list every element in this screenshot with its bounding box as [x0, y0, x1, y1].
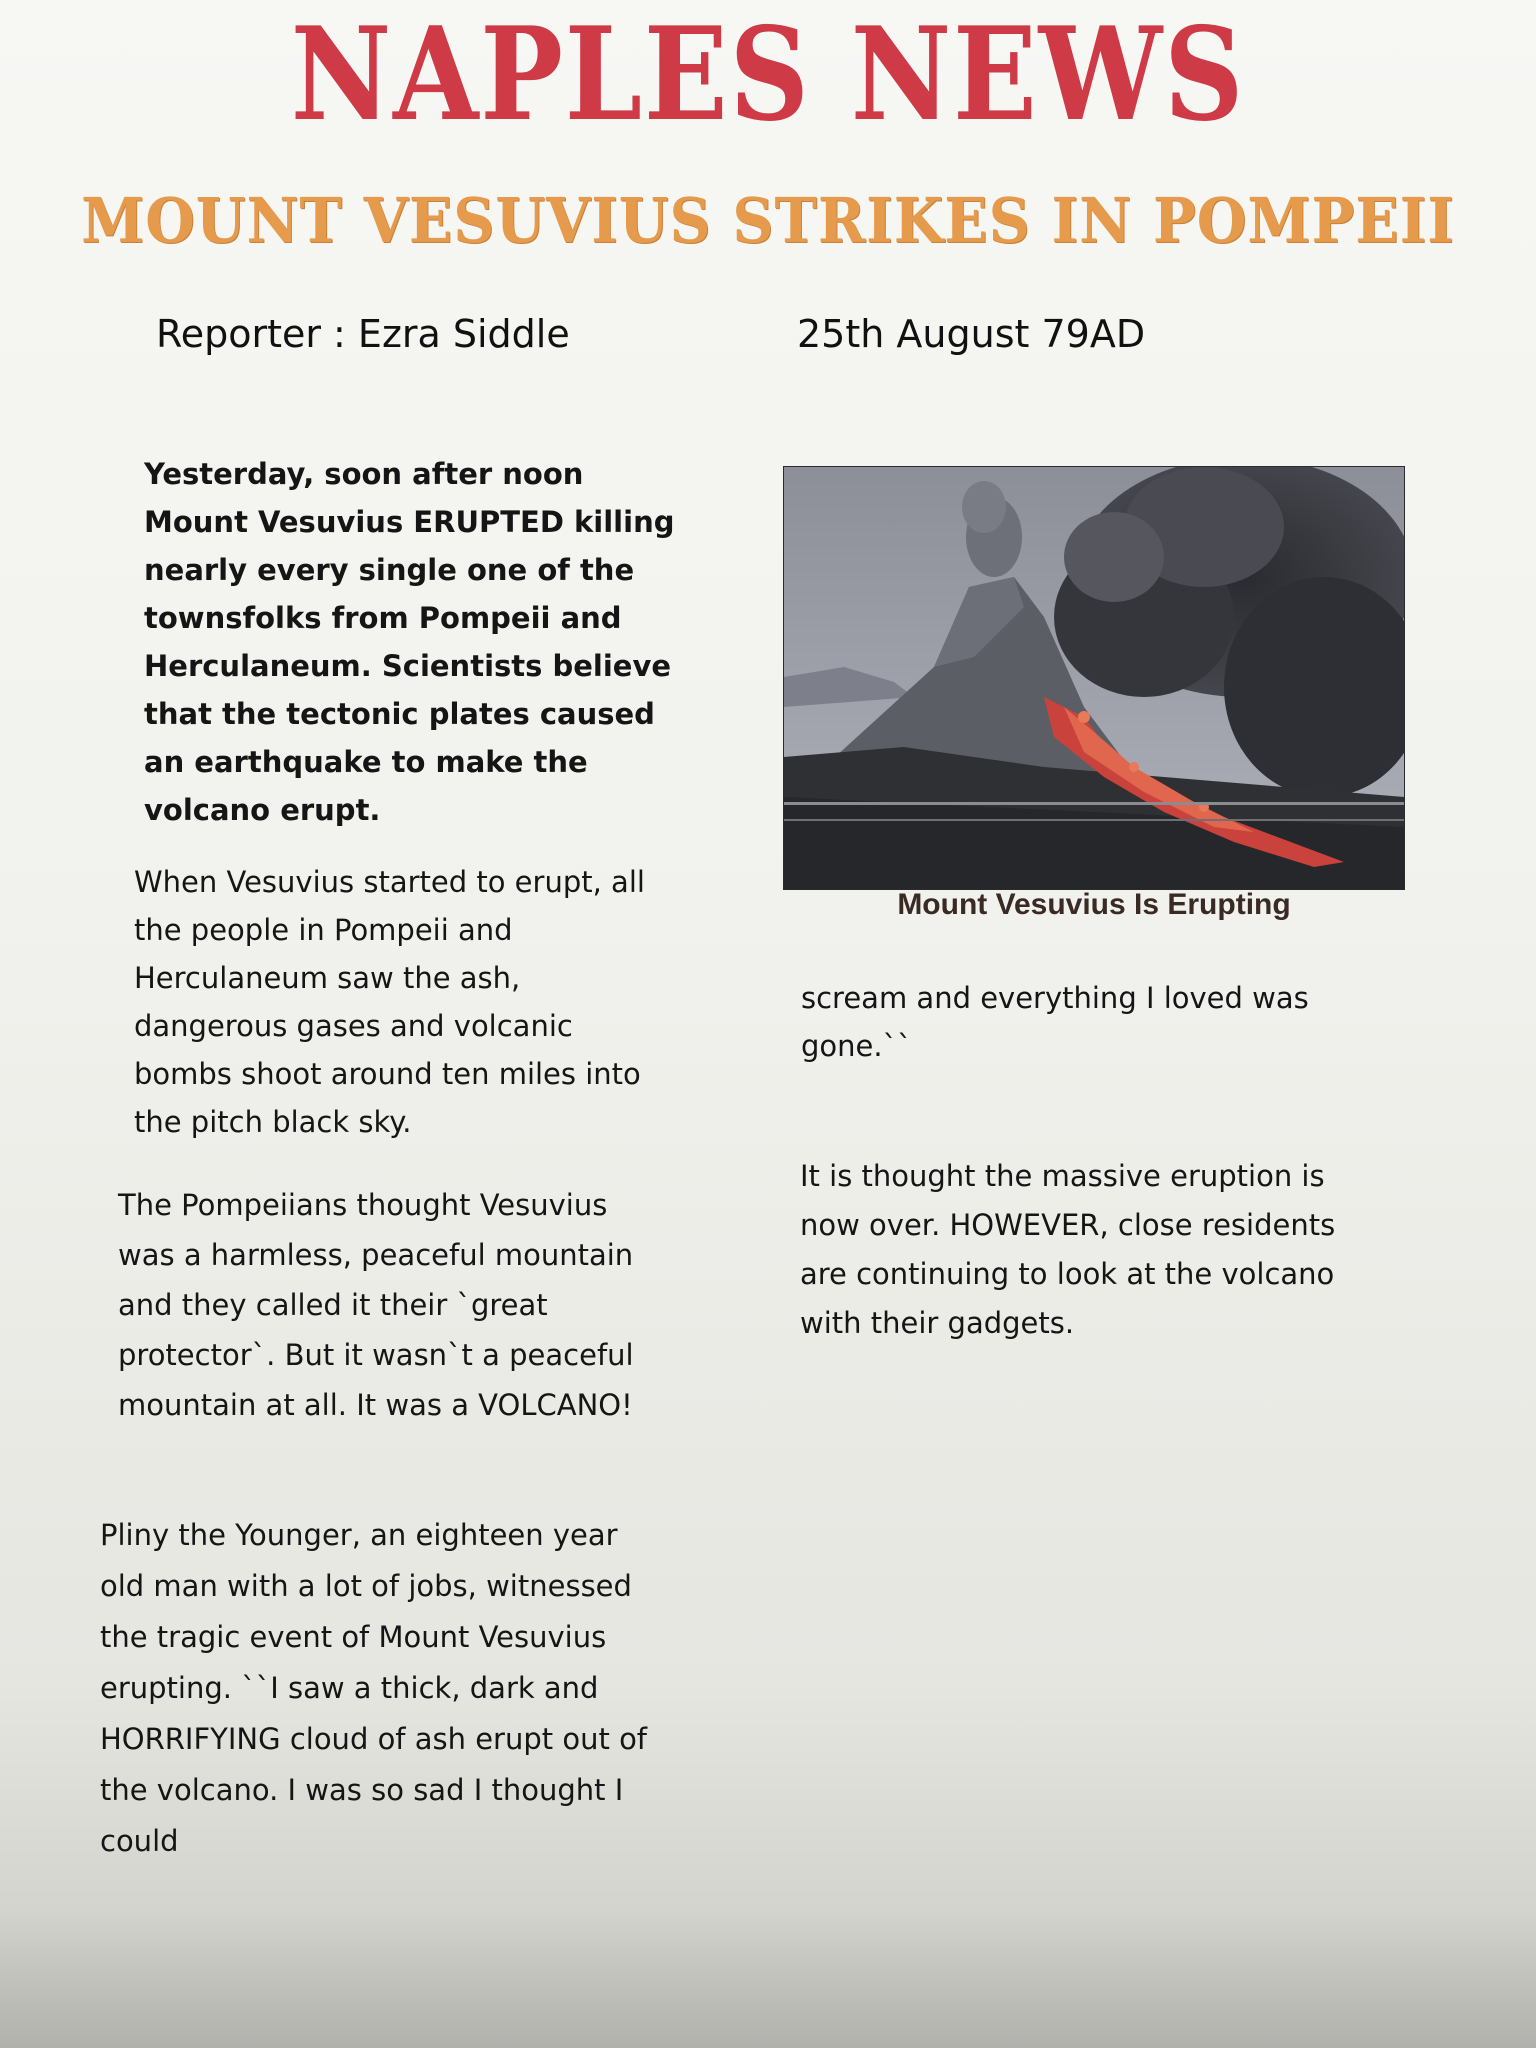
- paragraph-pliny: Pliny the Younger, an eighteen year old man with a lot of jobs, witnessed the tragic event of Mount Vesuvius erupting. ``I saw a thick, dark and HORRIFYING cloud of ash erupt out of the volcano. I was so sad I thought I could: [100, 1518, 648, 1858]
- reporter-byline: Reporter : Ezra Siddle: [156, 312, 570, 356]
- left-column-p4: [100, 1510, 670, 1867]
- masthead-title: NAPLES NEWS: [290, 0, 1246, 150]
- paragraph-continued: scream and everything I loved was gone.``: [801, 981, 1309, 1063]
- volcano-photo: [784, 467, 1404, 889]
- right-column-p2: [800, 1152, 1340, 1348]
- photo-caption: Mount Vesuvius Is Erupting: [897, 888, 1291, 921]
- paragraph-conclusion: It is thought the massive eruption is now over. HOWEVER, close residents are continuing to look at the volcano with their gadgets.: [800, 1159, 1336, 1340]
- page-shadow: [0, 1908, 1536, 2048]
- left-column-p2: [134, 858, 679, 1146]
- article-date: 25th August 79AD: [797, 312, 1146, 356]
- headline: MOUNT VESUVIUS STRIKES IN POMPEII: [81, 184, 1455, 257]
- right-column-p1: [801, 974, 1341, 1070]
- paragraph-protector: The Pompeiians thought Vesuvius was a harmless, peaceful mountain and they called it their `great protector`. But it wasn`t a peaceful mountain at all. It was a VOLCANO!: [118, 1188, 634, 1422]
- paragraph-intro: Yesterday, soon after noon Mount Vesuvius ERUPTED killing nearly every single one of the townsfolks from Pompeii and Herculaneum. Scientists believe that the tectonic plates caused an earthquake to make the volcano erupt.: [144, 457, 675, 827]
- left-column-p3: [118, 1180, 663, 1430]
- paragraph-eruption: When Vesuvius started to erupt, all the people in Pompeii and Herculaneum saw the ash, dangerous gases and volcanic bombs shoot around ten miles into the pitch black sky.: [134, 865, 645, 1139]
- left-column: [144, 450, 684, 834]
